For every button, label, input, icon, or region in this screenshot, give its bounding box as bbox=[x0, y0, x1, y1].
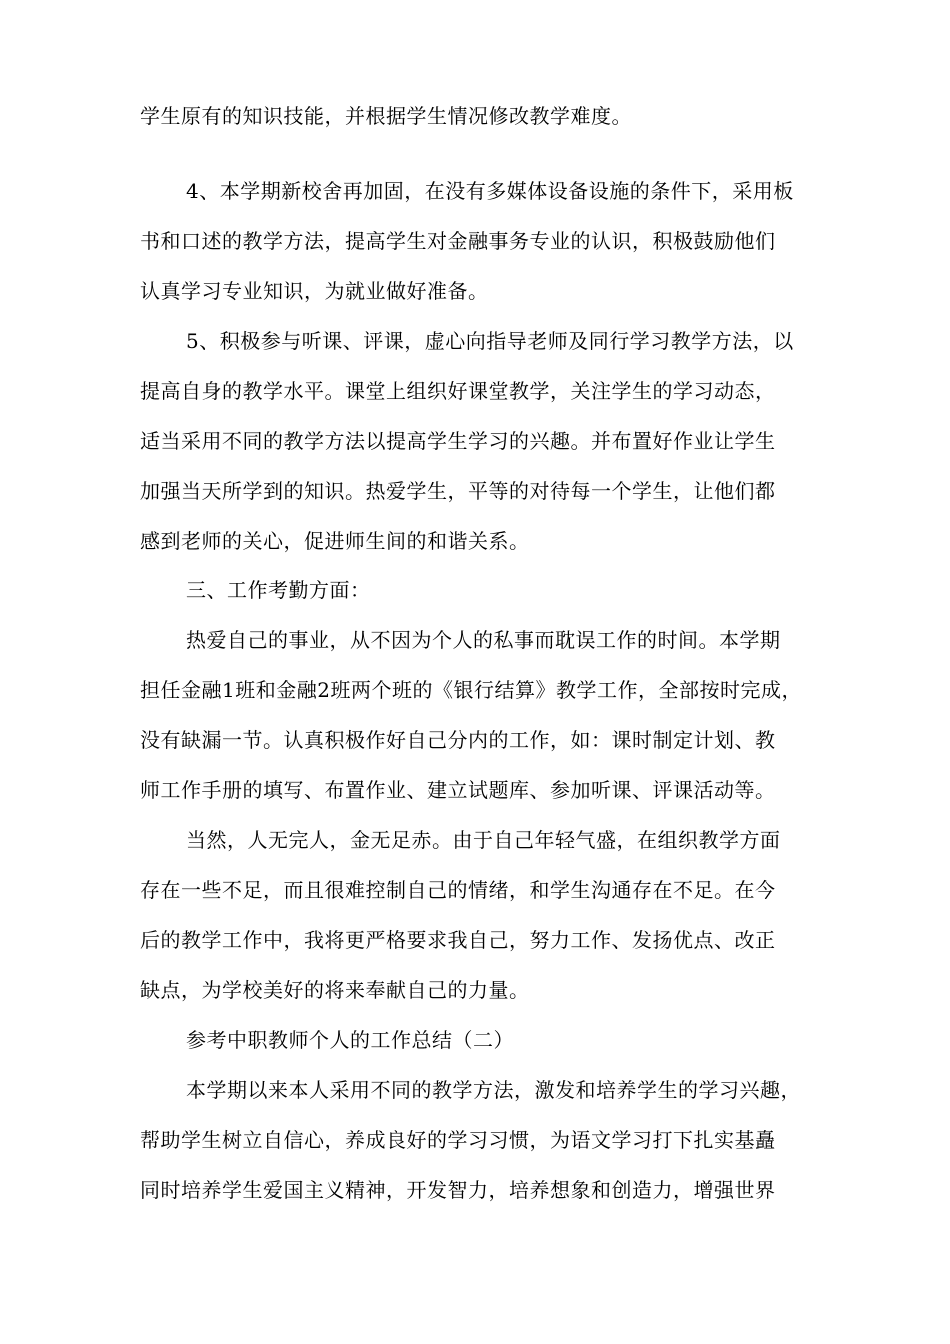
section-title: 参考中职教师个人的工作总结（二） bbox=[186, 1028, 514, 1052]
text-line: 学生原有的知识技能，并根据学生情况修改教学难度。 bbox=[140, 104, 632, 128]
text-line: 认真学习专业知识，为就业做好准备。 bbox=[140, 279, 489, 303]
text-line: 加强当天所学到的知识。热爱学生，平等的对待每一个学生，让他们都 bbox=[140, 479, 776, 503]
text-line: 5、积极参与听课、评课，虚心向指导老师及同行学习教学方法，以 bbox=[186, 329, 794, 353]
text-line: 热爱自己的事业，从不因为个人的私事而耽误工作的时间。本学期 bbox=[186, 628, 781, 652]
text-line: 本学期以来本人采用不同的教学方法，激发和培养学生的学习兴趣， bbox=[186, 1078, 801, 1102]
text-line: 存在一些不足，而且很难控制自己的情绪，和学生沟通存在不足。在今 bbox=[140, 878, 776, 902]
text-line: 书和口述的教学方法，提高学生对金融事务专业的认识，积极鼓励他们 bbox=[140, 229, 776, 253]
text-line: 4、本学期新校舍再加固，在没有多媒体设备设施的条件下，采用板 bbox=[186, 179, 794, 203]
text-line: 同时培养学生爱国主义精神，开发智力，培养想象和创造力，增强世界 bbox=[140, 1178, 776, 1202]
text-line: 当然，人无完人，金无足赤。由于自己年轻气盛，在组织教学方面 bbox=[186, 828, 781, 852]
text-line: 后的教学工作中，我将更严格要求我自己，努力工作、发扬优点、改正 bbox=[140, 928, 776, 952]
text-line: 担任金融1班和金融2班两个班的《银行结算》教学工作，全部按时完成， bbox=[140, 678, 802, 702]
text-line: 适当采用不同的教学方法以提高学生学习的兴趣。并布置好作业让学生 bbox=[140, 429, 776, 453]
text-line: 没有缺漏一节。认真积极作好自己分内的工作，如：课时制定计划、教 bbox=[140, 728, 776, 752]
text-line: 缺点，为学校美好的将来奉献自己的力量。 bbox=[140, 978, 530, 1002]
text-line: 提高自身的教学水平。课堂上组织好课堂教学，关注学生的学习动态， bbox=[140, 379, 776, 403]
text-line: 感到老师的关心，促进师生间的和谐关系。 bbox=[140, 529, 530, 553]
section-heading: 三、工作考勤方面： bbox=[186, 578, 371, 602]
text-line: 师工作手册的填写、布置作业、建立试题库、参加听课、评课活动等。 bbox=[140, 778, 776, 802]
text-line: 帮助学生树立自信心，养成良好的学习习惯，为语文学习打下扎实基矗 bbox=[140, 1128, 776, 1152]
